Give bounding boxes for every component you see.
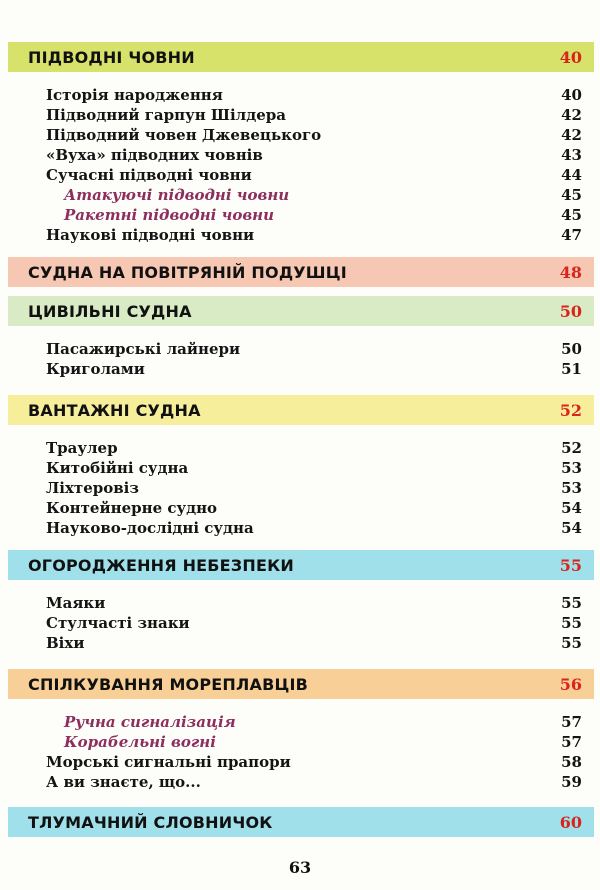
- entry-page-number: 45: [561, 186, 582, 204]
- entry-page-number: 54: [561, 519, 582, 537]
- entry-title: Наукові підводні човни: [46, 226, 255, 244]
- section-title: ЦИВІЛЬНІ СУДНА: [28, 301, 192, 321]
- entry-title: Морські сигнальні прапори: [46, 753, 291, 771]
- entry-page-number: 44: [561, 166, 582, 184]
- section-header[interactable]: [8, 395, 594, 425]
- entry-page-number: 55: [561, 614, 582, 632]
- toc-subentry[interactable]: [46, 712, 582, 732]
- section-page-number: 52: [559, 400, 582, 420]
- entry-page-number: 53: [561, 459, 582, 477]
- entry-title: Криголами: [46, 360, 145, 378]
- entry-page-number: 52: [561, 439, 582, 457]
- page-number: 63: [288, 858, 312, 877]
- entry-page-number: 42: [561, 106, 582, 124]
- entry-page-number: 54: [561, 499, 582, 517]
- section-title: ПІДВОДНІ ЧОВНИ: [28, 47, 195, 67]
- toc-entry[interactable]: [46, 518, 582, 538]
- toc-entry[interactable]: [46, 125, 582, 145]
- section-header[interactable]: [8, 550, 594, 580]
- toc-entry[interactable]: [46, 458, 582, 478]
- section-page-number: 50: [559, 301, 582, 321]
- entry-title: Віхи: [46, 634, 85, 652]
- entry-page-number: 40: [561, 86, 582, 104]
- entry-title: Маяки: [46, 594, 106, 612]
- entry-title: Підводний човен Джевецького: [46, 126, 322, 144]
- section-page-number: 48: [559, 262, 582, 282]
- entry-title: Підводний гарпун Шілдера: [46, 106, 286, 124]
- section-title: ВАНТАЖНІ СУДНА: [28, 400, 201, 420]
- section-page-number: 55: [559, 555, 582, 575]
- entry-title: Сучасні підводні човни: [46, 166, 252, 184]
- toc-entry[interactable]: [46, 633, 582, 653]
- toc-subentry[interactable]: [46, 185, 582, 205]
- toc-entry[interactable]: [46, 225, 582, 245]
- entry-page-number: 45: [561, 206, 582, 224]
- entry-page-number: 42: [561, 126, 582, 144]
- entry-page-number: 58: [561, 753, 582, 771]
- toc-entry[interactable]: [46, 105, 582, 125]
- section-title: ОГОРОДЖЕННЯ НЕБЕЗПЕКИ: [28, 555, 294, 575]
- entry-title: Історія народження: [46, 86, 223, 104]
- entry-title: Ручна сигналізація: [64, 713, 236, 731]
- section-page-number: 60: [559, 812, 582, 832]
- section-header[interactable]: [8, 42, 594, 72]
- section-header[interactable]: [8, 257, 594, 287]
- section-header[interactable]: [8, 296, 594, 326]
- section-header[interactable]: [8, 669, 594, 699]
- entry-page-number: 55: [561, 634, 582, 652]
- toc-subentry[interactable]: [46, 205, 582, 225]
- entry-page-number: 51: [561, 360, 582, 378]
- toc-entry[interactable]: [46, 752, 582, 772]
- entry-title: А ви знаєте, що...: [46, 773, 201, 791]
- toc-entry[interactable]: [46, 85, 582, 105]
- toc-entry[interactable]: [46, 438, 582, 458]
- section-page-number: 56: [559, 674, 582, 694]
- entry-title: Контейнерне судно: [46, 499, 218, 517]
- entry-page-number: 47: [561, 226, 582, 244]
- entry-title: Ракетні підводні човни: [64, 206, 275, 224]
- toc-entry[interactable]: [46, 359, 582, 379]
- toc-entry[interactable]: [46, 593, 582, 613]
- entry-title: Корабельні вогні: [64, 733, 216, 751]
- toc-entry[interactable]: [46, 339, 582, 359]
- entry-title: Науково-дослідні судна: [46, 519, 254, 537]
- entry-title: Атакуючі підводні човни: [64, 186, 290, 204]
- entry-page-number: 57: [561, 713, 582, 731]
- section-title: СУДНА НА ПОВІТРЯНІЙ ПОДУШЦІ: [28, 262, 347, 282]
- section-title: СПІЛКУВАННЯ МОРЕПЛАВЦІВ: [28, 674, 309, 694]
- toc-entry[interactable]: [46, 613, 582, 633]
- toc-entry[interactable]: [46, 145, 582, 165]
- entry-title: Траулер: [46, 439, 118, 457]
- entry-page-number: 50: [561, 340, 582, 358]
- entry-title: «Вуха» підводних човнів: [46, 146, 263, 164]
- toc-subentry[interactable]: [46, 732, 582, 752]
- toc-entry[interactable]: [46, 772, 582, 792]
- entry-page-number: 43: [561, 146, 582, 164]
- entry-page-number: 53: [561, 479, 582, 497]
- toc-entry[interactable]: [46, 478, 582, 498]
- toc-entry[interactable]: [46, 165, 582, 185]
- entry-page-number: 57: [561, 733, 582, 751]
- entry-title: Стулчасті знаки: [46, 614, 190, 632]
- entry-title: Ліхтеровіз: [46, 479, 139, 497]
- entry-title: Пасажирські лайнери: [46, 340, 241, 358]
- section-header[interactable]: [8, 807, 594, 837]
- toc-entry[interactable]: [46, 498, 582, 518]
- entry-page-number: 59: [561, 773, 582, 791]
- entry-title: Китобійні судна: [46, 459, 189, 477]
- section-title: ТЛУМАЧНИЙ СЛОВНИЧОК: [28, 812, 273, 832]
- entry-page-number: 55: [561, 594, 582, 612]
- section-page-number: 40: [559, 47, 582, 67]
